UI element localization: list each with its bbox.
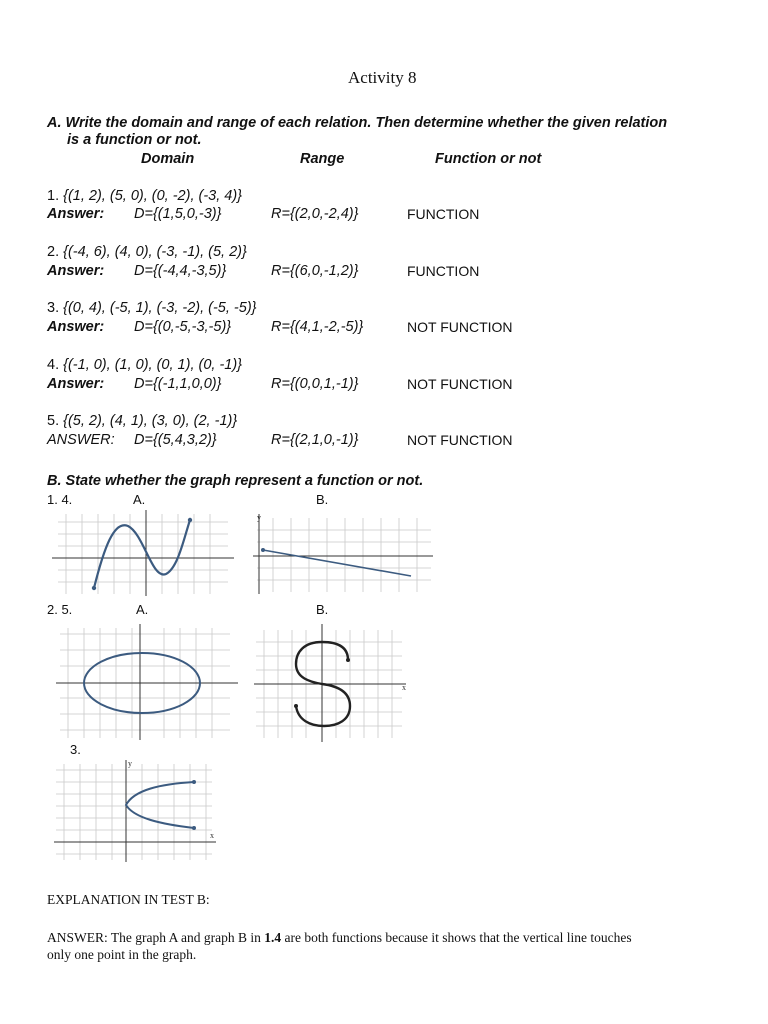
relation-set: {(-1, 0), (1, 0), (0, 1), (0, -1)} <box>63 357 243 373</box>
item-5-relation <box>47 413 237 429</box>
item-3-relation <box>47 300 257 316</box>
item-number: 3. <box>47 300 60 316</box>
domain-value: D={(1,5,0,-3)} <box>134 206 222 222</box>
item-1-relation <box>47 188 242 204</box>
relation-set: {(5, 2), (4, 1), (3, 0), (2, -1)} <box>63 413 238 429</box>
section-a-instruction-cont: is a function or not. <box>67 132 202 148</box>
axis-label-x: x <box>210 831 214 840</box>
graph-3-sideways-parabola <box>50 758 220 864</box>
answer-label: Answer: <box>47 206 105 222</box>
answer-label: ANSWER: <box>47 432 115 448</box>
item-4-relation <box>47 357 242 373</box>
range-value: R={(0,0,1,-1)} <box>271 376 359 392</box>
explanation-answer-bold: 1.4 <box>264 930 282 945</box>
row-2-label: 2. 5. <box>47 602 73 617</box>
explanation-heading: EXPLANATION IN TEST B: <box>47 892 210 907</box>
domain-value: D={(0,-5,-3,-5)} <box>134 319 232 335</box>
column-header-function: Function or not <box>435 151 542 167</box>
graph-2b-s-curve <box>252 620 412 744</box>
relation-set: {(1, 2), (5, 0), (0, -2), (-3, 4)} <box>63 188 243 204</box>
function-result: NOT FUNCTION <box>407 319 513 335</box>
row-1-label: 1. 4. <box>47 492 73 507</box>
domain-value: D={(-4,4,-3,5)} <box>134 263 227 279</box>
answer-label: Answer: <box>47 263 105 279</box>
graph-a-label: A. <box>133 492 146 507</box>
relation-set: {(0, 4), (-5, 1), (-3, -2), (-5, -5)} <box>63 300 257 316</box>
graph-a-label: A. <box>136 602 149 617</box>
explanation-answer-prefix: ANSWER: The graph A and graph B in <box>47 930 265 945</box>
range-value: R={(2,1,0,-1)} <box>271 432 359 448</box>
item-2-relation <box>47 244 247 260</box>
axis-label-y: y <box>128 759 132 768</box>
range-value: R={(4,1,-2,-5)} <box>271 319 364 335</box>
graph-2a-ellipse <box>52 620 242 742</box>
section-b-prefix: B. <box>47 473 62 489</box>
graph-b-label: B. <box>316 492 329 507</box>
axis-label-x: x <box>402 683 406 692</box>
item-number: 4. <box>47 357 60 373</box>
answer-label: Answer: <box>47 376 105 392</box>
graph-1b-line <box>243 512 435 596</box>
function-result: FUNCTION <box>407 206 480 222</box>
function-result: FUNCTION <box>407 263 480 279</box>
axis-label-y: y <box>257 513 261 522</box>
page-title: Activity 8 <box>348 68 417 87</box>
column-header-range: Range <box>300 151 345 167</box>
item-number: 1. <box>47 188 60 204</box>
domain-value: D={(5,4,3,2)} <box>134 432 217 448</box>
relation-set: {(-4, 6), (4, 0), (-3, -1), (5, 2)} <box>63 244 247 260</box>
row-3-label: 3. <box>70 742 81 757</box>
section-b-text: State whether the graph represent a function or not. <box>65 473 424 489</box>
graph-b-label: B. <box>316 602 329 617</box>
function-result: NOT FUNCTION <box>407 432 513 448</box>
explanation-answer <box>47 930 632 946</box>
range-value: R={(2,0,-2,4)} <box>271 206 359 222</box>
explanation-answer-line2: only one point in the graph. <box>47 947 197 962</box>
section-a-instruction: A. Write the domain and range of each relation. Then determine whether the given relation <box>47 115 668 131</box>
graph-1a-cubic <box>48 508 238 598</box>
range-value: R={(6,0,-1,2)} <box>271 263 359 279</box>
item-number: 2. <box>47 244 60 260</box>
function-result: NOT FUNCTION <box>407 376 513 392</box>
answer-label: Answer: <box>47 319 105 335</box>
explanation-answer-rest: are both functions because it shows that the vertical line touches <box>281 930 632 945</box>
item-number: 5. <box>47 413 60 429</box>
column-header-domain: Domain <box>141 151 195 167</box>
domain-value: D={(-1,1,0,0)} <box>134 376 222 392</box>
section-b-instruction <box>47 473 423 489</box>
